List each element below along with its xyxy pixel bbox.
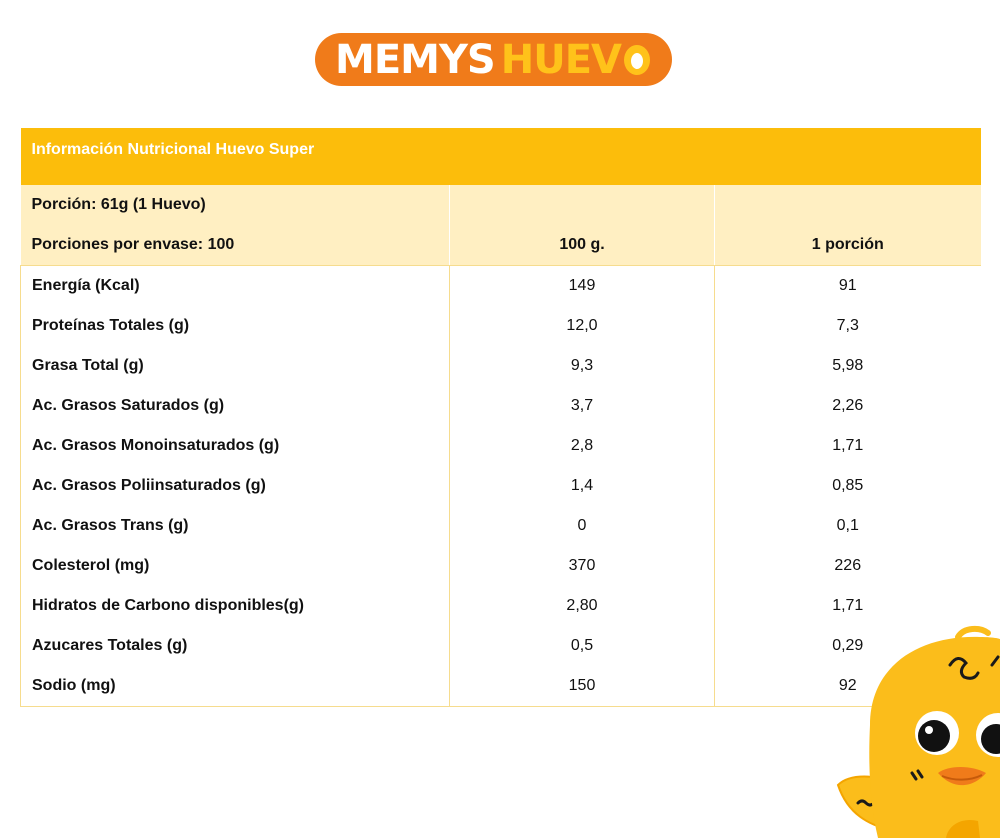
table-title: Información Nutricional Huevo Super <box>21 128 981 185</box>
servings-label: Porciones por envase: 100 <box>21 225 450 266</box>
table-row <box>21 586 981 626</box>
table-row <box>21 506 981 546</box>
nutrient-label: Energía (Kcal) <box>21 266 450 307</box>
value-per-100g: 2,8 <box>450 426 715 466</box>
value-per-100g: 3,7 <box>450 386 715 426</box>
nutrient-label: Azucares Totales (g) <box>21 626 450 666</box>
value-per-portion: 0,29 <box>832 637 864 654</box>
table-row <box>21 546 981 586</box>
nutrient-label: Proteínas Totales (g) <box>21 306 450 346</box>
logo-text-huevo: HUEV <box>501 40 652 80</box>
value-per-portion: 2,26 <box>832 397 864 414</box>
value-per-portion: 0,1 <box>836 517 859 534</box>
nutrient-label: Sodio (mg) <box>21 666 450 707</box>
table-row <box>21 386 981 426</box>
table-row <box>21 466 981 506</box>
table-row <box>21 426 981 466</box>
column-header-portion: 1 porción <box>715 225 981 266</box>
nutrient-label: Ac. Grasos Trans (g) <box>21 506 450 546</box>
table-title-row <box>21 128 981 185</box>
value-per-portion: 91 <box>838 277 857 294</box>
value-per-portion: 5,98 <box>832 357 864 374</box>
nutrition-table <box>20 128 981 707</box>
nutrient-label: Hidratos de Carbono disponibles(g) <box>21 586 450 626</box>
value-per-100g: 149 <box>450 266 715 307</box>
table-row <box>21 346 981 386</box>
nutrient-label: Ac. Grasos Monoinsaturados (g) <box>21 426 450 466</box>
portion-spacer-portion <box>715 185 981 225</box>
value-per-100g: 150 <box>450 666 715 707</box>
logo-text-memys: MEMYS <box>335 36 495 83</box>
portion-row <box>21 185 981 225</box>
table-row <box>21 266 981 307</box>
value-per-portion: 0,85 <box>832 477 864 494</box>
portion-spacer-100g <box>450 185 715 225</box>
nutrient-label: Ac. Grasos Poliinsaturados (g) <box>21 466 450 506</box>
value-per-portion: 1,71 <box>832 437 864 454</box>
logo-egg-o-icon <box>622 42 652 76</box>
value-per-100g: 12,0 <box>450 306 715 346</box>
table-row <box>21 306 981 346</box>
logo-wordmark <box>335 36 652 83</box>
nutrient-label: Colesterol (mg) <box>21 546 450 586</box>
chick-mascot-icon <box>830 625 1000 838</box>
portion-label: Porción: 61g (1 Huevo) <box>21 185 450 225</box>
value-per-portion: 1,71 <box>832 597 864 614</box>
value-per-100g: 2,80 <box>450 586 715 626</box>
column-header-row <box>21 225 981 266</box>
value-per-portion: 7,3 <box>836 317 859 334</box>
value-per-100g: 0 <box>450 506 715 546</box>
value-per-portion: 92 <box>715 666 981 707</box>
nutrient-label: Grasa Total (g) <box>21 346 450 386</box>
brand-logo <box>315 33 672 86</box>
value-per-100g: 370 <box>450 546 715 586</box>
column-header-100g: 100 g. <box>450 225 715 266</box>
nutrient-label: Ac. Grasos Saturados (g) <box>21 386 450 426</box>
value-per-100g: 1,4 <box>450 466 715 506</box>
value-per-100g: 0,5 <box>450 626 715 666</box>
value-per-portion: 226 <box>834 557 862 574</box>
value-per-100g: 9,3 <box>450 346 715 386</box>
